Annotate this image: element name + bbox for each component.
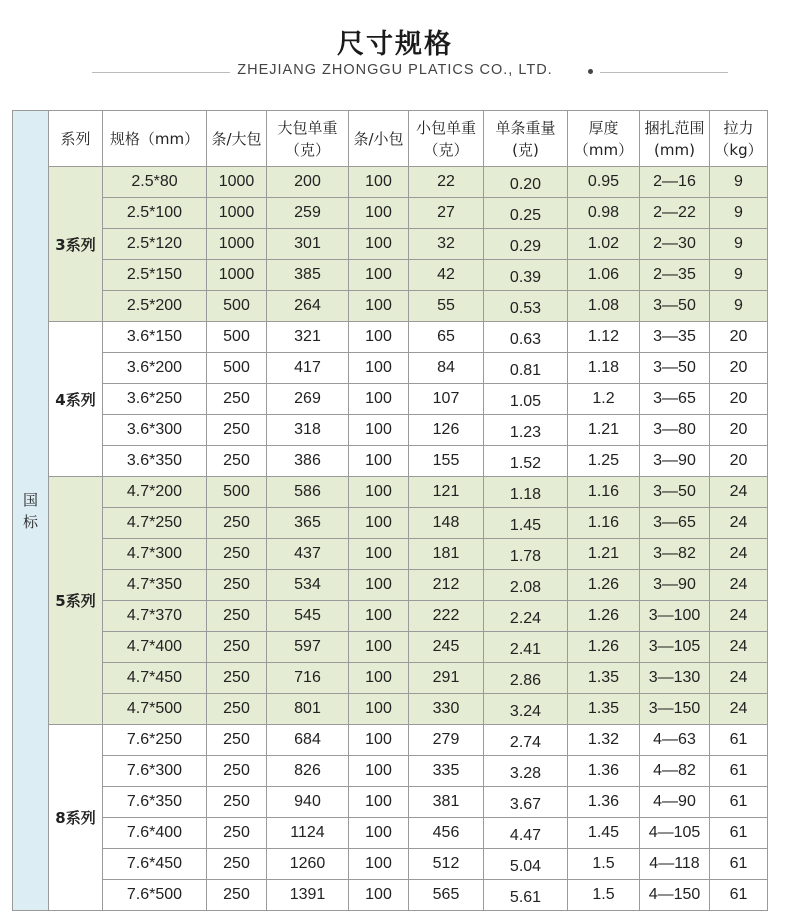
table-cell: 181 bbox=[409, 539, 484, 570]
table-cell: 4.7*400 bbox=[103, 632, 207, 663]
table-cell: 100 bbox=[349, 725, 409, 756]
table-row bbox=[13, 353, 768, 384]
table-cell: 9 bbox=[710, 198, 768, 229]
table-cell: 4.7*450 bbox=[103, 663, 207, 694]
table-cell: 534 bbox=[267, 570, 349, 601]
table-row bbox=[13, 818, 768, 849]
table-cell: 0.20 bbox=[484, 167, 568, 198]
table-cell: 4—150 bbox=[640, 880, 710, 911]
table-cell: 100 bbox=[349, 198, 409, 229]
table-cell: 250 bbox=[207, 725, 267, 756]
table-cell: 121 bbox=[409, 477, 484, 508]
table-cell: 250 bbox=[207, 849, 267, 880]
table-cell: 27 bbox=[409, 198, 484, 229]
table-cell: 2.41 bbox=[484, 632, 568, 663]
table-cell: 9 bbox=[710, 229, 768, 260]
table-cell: 100 bbox=[349, 477, 409, 508]
table-cell: 32 bbox=[409, 229, 484, 260]
table-cell: 61 bbox=[710, 787, 768, 818]
table-cell: 2—16 bbox=[640, 167, 710, 198]
table-cell: 24 bbox=[710, 477, 768, 508]
table-cell: 2.24 bbox=[484, 601, 568, 632]
table-cell: 24 bbox=[710, 539, 768, 570]
table-cell: 4.7*200 bbox=[103, 477, 207, 508]
table-cell: 24 bbox=[710, 570, 768, 601]
table-cell: 5.61 bbox=[484, 880, 568, 911]
table-cell: 1.35 bbox=[568, 694, 640, 725]
table-cell: 84 bbox=[409, 353, 484, 384]
table-row bbox=[13, 694, 768, 725]
table-cell: 5.04 bbox=[484, 849, 568, 880]
table-cell: 500 bbox=[207, 291, 267, 322]
table-row bbox=[13, 787, 768, 818]
table-cell: 100 bbox=[349, 291, 409, 322]
table-row bbox=[13, 725, 768, 756]
table-cell: 1124 bbox=[267, 818, 349, 849]
table-cell: 4.7*250 bbox=[103, 508, 207, 539]
table-cell: 250 bbox=[207, 756, 267, 787]
table-cell: 1.06 bbox=[568, 260, 640, 291]
table-cell: 2.5*150 bbox=[103, 260, 207, 291]
table-cell: 100 bbox=[349, 446, 409, 477]
table-cell: 250 bbox=[207, 539, 267, 570]
table-cell: 1.26 bbox=[568, 632, 640, 663]
table-cell: 3—50 bbox=[640, 291, 710, 322]
table-cell: 565 bbox=[409, 880, 484, 911]
table-cell: 7.6*250 bbox=[103, 725, 207, 756]
table-cell: 250 bbox=[207, 570, 267, 601]
table-cell: 264 bbox=[267, 291, 349, 322]
table-cell: 24 bbox=[710, 508, 768, 539]
table-cell: 3—150 bbox=[640, 694, 710, 725]
table-cell: 1.18 bbox=[568, 353, 640, 384]
table-cell: 335 bbox=[409, 756, 484, 787]
table-row bbox=[13, 384, 768, 415]
table-cell: 1.26 bbox=[568, 570, 640, 601]
table-row bbox=[13, 322, 768, 353]
table-cell: 1.45 bbox=[484, 508, 568, 539]
table-cell: 148 bbox=[409, 508, 484, 539]
table-cell: 3.6*350 bbox=[103, 446, 207, 477]
table-cell: 250 bbox=[207, 415, 267, 446]
table-cell: 279 bbox=[409, 725, 484, 756]
table-cell: 301 bbox=[267, 229, 349, 260]
table-cell: 1.26 bbox=[568, 601, 640, 632]
table-cell: 61 bbox=[710, 725, 768, 756]
table-cell: 940 bbox=[267, 787, 349, 818]
table-cell: 55 bbox=[409, 291, 484, 322]
table-cell: 330 bbox=[409, 694, 484, 725]
table-cell: 1000 bbox=[207, 167, 267, 198]
table-cell: 3—82 bbox=[640, 539, 710, 570]
table-cell: 545 bbox=[267, 601, 349, 632]
table-row bbox=[13, 167, 768, 198]
series-label: 5系列 bbox=[49, 477, 103, 725]
table-cell: 2.5*100 bbox=[103, 198, 207, 229]
table-cell: 3—50 bbox=[640, 353, 710, 384]
bullet-dot bbox=[588, 69, 593, 74]
table-cell: 1000 bbox=[207, 229, 267, 260]
table-cell: 437 bbox=[267, 539, 349, 570]
table-cell: 100 bbox=[349, 601, 409, 632]
table-cell: 3.6*200 bbox=[103, 353, 207, 384]
table-cell: 1.08 bbox=[568, 291, 640, 322]
table-row bbox=[13, 663, 768, 694]
table-cell: 3.28 bbox=[484, 756, 568, 787]
table-cell: 4.7*500 bbox=[103, 694, 207, 725]
table-cell: 4—90 bbox=[640, 787, 710, 818]
table-cell: 259 bbox=[267, 198, 349, 229]
table-cell: 61 bbox=[710, 849, 768, 880]
column-header: 大包单重（克） bbox=[267, 111, 349, 167]
table-cell: 1.35 bbox=[568, 663, 640, 694]
table-cell: 4.47 bbox=[484, 818, 568, 849]
table-cell: 1.25 bbox=[568, 446, 640, 477]
table-row bbox=[13, 632, 768, 663]
table-cell: 100 bbox=[349, 849, 409, 880]
table-cell: 1.78 bbox=[484, 539, 568, 570]
table-cell: 2.5*200 bbox=[103, 291, 207, 322]
table-cell: 2.08 bbox=[484, 570, 568, 601]
table-cell: 3—100 bbox=[640, 601, 710, 632]
spec-table bbox=[12, 110, 768, 911]
table-cell: 4—63 bbox=[640, 725, 710, 756]
table-cell: 1260 bbox=[267, 849, 349, 880]
table-cell: 250 bbox=[207, 384, 267, 415]
series-label: 3系列 bbox=[49, 167, 103, 322]
table-cell: 3.67 bbox=[484, 787, 568, 818]
table-row bbox=[13, 539, 768, 570]
table-cell: 22 bbox=[409, 167, 484, 198]
table-cell: 597 bbox=[267, 632, 349, 663]
table-cell: 0.95 bbox=[568, 167, 640, 198]
table-cell: 107 bbox=[409, 384, 484, 415]
table-cell: 4.7*350 bbox=[103, 570, 207, 601]
table-cell: 3—65 bbox=[640, 508, 710, 539]
table-cell: 0.25 bbox=[484, 198, 568, 229]
table-cell: 826 bbox=[267, 756, 349, 787]
table-cell: 1.16 bbox=[568, 477, 640, 508]
table-cell: 250 bbox=[207, 663, 267, 694]
table-cell: 100 bbox=[349, 663, 409, 694]
table-cell: 9 bbox=[710, 291, 768, 322]
table-cell: 100 bbox=[349, 570, 409, 601]
series-label: 8系列 bbox=[49, 725, 103, 911]
table-cell: 269 bbox=[267, 384, 349, 415]
table-cell: 250 bbox=[207, 787, 267, 818]
table-cell: 386 bbox=[267, 446, 349, 477]
table-cell: 9 bbox=[710, 260, 768, 291]
table-cell: 3—80 bbox=[640, 415, 710, 446]
table-cell: 7.6*300 bbox=[103, 756, 207, 787]
table-cell: 250 bbox=[207, 601, 267, 632]
table-cell: 100 bbox=[349, 384, 409, 415]
table-row bbox=[13, 260, 768, 291]
table-cell: 1.23 bbox=[484, 415, 568, 446]
table-cell: 4—82 bbox=[640, 756, 710, 787]
table-cell: 250 bbox=[207, 632, 267, 663]
table-cell: 245 bbox=[409, 632, 484, 663]
table-cell: 24 bbox=[710, 663, 768, 694]
table-cell: 3—90 bbox=[640, 446, 710, 477]
table-cell: 4—118 bbox=[640, 849, 710, 880]
table-row bbox=[13, 415, 768, 446]
table-row bbox=[13, 446, 768, 477]
table-cell: 500 bbox=[207, 353, 267, 384]
table-cell: 2.5*80 bbox=[103, 167, 207, 198]
table-cell: 100 bbox=[349, 880, 409, 911]
table-cell: 100 bbox=[349, 818, 409, 849]
table-cell: 0.29 bbox=[484, 229, 568, 260]
column-header: 捆扎范围(mm) bbox=[640, 111, 710, 167]
standard-label bbox=[13, 111, 49, 911]
table-row bbox=[13, 508, 768, 539]
table-cell: 0.98 bbox=[568, 198, 640, 229]
table-cell: 20 bbox=[710, 322, 768, 353]
table-cell: 3—105 bbox=[640, 632, 710, 663]
table-cell: 20 bbox=[710, 415, 768, 446]
table-cell: 222 bbox=[409, 601, 484, 632]
table-cell: 456 bbox=[409, 818, 484, 849]
company-name: ZHEJIANG ZHONGGU PLATICS CO., LTD. bbox=[237, 62, 553, 78]
table-cell: 3—90 bbox=[640, 570, 710, 601]
table-cell: 0.39 bbox=[484, 260, 568, 291]
table-cell: 1.18 bbox=[484, 477, 568, 508]
table-cell: 291 bbox=[409, 663, 484, 694]
table-cell: 1000 bbox=[207, 198, 267, 229]
table-cell: 417 bbox=[267, 353, 349, 384]
table-cell: 250 bbox=[207, 446, 267, 477]
table-cell: 2—35 bbox=[640, 260, 710, 291]
table-cell: 1.52 bbox=[484, 446, 568, 477]
table-cell: 1.21 bbox=[568, 539, 640, 570]
table-cell: 2—30 bbox=[640, 229, 710, 260]
table-cell: 385 bbox=[267, 260, 349, 291]
table-cell: 7.6*500 bbox=[103, 880, 207, 911]
table-cell: 7.6*400 bbox=[103, 818, 207, 849]
table-cell: 321 bbox=[267, 322, 349, 353]
table-cell: 1.2 bbox=[568, 384, 640, 415]
table-cell: 4—105 bbox=[640, 818, 710, 849]
table-cell: 1391 bbox=[267, 880, 349, 911]
column-header: 规格（mm） bbox=[103, 111, 207, 167]
table-cell: 1000 bbox=[207, 260, 267, 291]
table-cell: 716 bbox=[267, 663, 349, 694]
table-cell: 100 bbox=[349, 322, 409, 353]
table-cell: 250 bbox=[207, 694, 267, 725]
table-cell: 4.7*300 bbox=[103, 539, 207, 570]
table-cell: 3.6*150 bbox=[103, 322, 207, 353]
subtitle-row bbox=[0, 62, 790, 82]
table-cell: 100 bbox=[349, 353, 409, 384]
table-cell: 684 bbox=[267, 725, 349, 756]
table-cell: 1.5 bbox=[568, 880, 640, 911]
table-cell: 100 bbox=[349, 787, 409, 818]
table-cell: 100 bbox=[349, 260, 409, 291]
table-cell: 586 bbox=[267, 477, 349, 508]
table-cell: 381 bbox=[409, 787, 484, 818]
table-cell: 100 bbox=[349, 694, 409, 725]
table-cell: 3.6*250 bbox=[103, 384, 207, 415]
table-cell: 2.74 bbox=[484, 725, 568, 756]
table-row bbox=[13, 291, 768, 322]
table-cell: 3—35 bbox=[640, 322, 710, 353]
table-cell: 2.86 bbox=[484, 663, 568, 694]
table-cell: 100 bbox=[349, 632, 409, 663]
table-cell: 100 bbox=[349, 508, 409, 539]
table-cell: 500 bbox=[207, 322, 267, 353]
table-cell: 1.45 bbox=[568, 818, 640, 849]
table-cell: 7.6*450 bbox=[103, 849, 207, 880]
table-cell: 24 bbox=[710, 601, 768, 632]
table-cell: 1.05 bbox=[484, 384, 568, 415]
table-row bbox=[13, 756, 768, 787]
table-cell: 3.6*300 bbox=[103, 415, 207, 446]
table-cell: 250 bbox=[207, 508, 267, 539]
table-cell: 126 bbox=[409, 415, 484, 446]
table-cell: 500 bbox=[207, 477, 267, 508]
table-cell: 3—65 bbox=[640, 384, 710, 415]
table-row bbox=[13, 229, 768, 260]
table-cell: 20 bbox=[710, 384, 768, 415]
table-cell: 61 bbox=[710, 756, 768, 787]
table-cell: 0.81 bbox=[484, 353, 568, 384]
table-cell: 1.36 bbox=[568, 756, 640, 787]
table-cell: 1.21 bbox=[568, 415, 640, 446]
column-header: 条/小包 bbox=[349, 111, 409, 167]
column-header: 系列 bbox=[49, 111, 103, 167]
table-cell: 0.53 bbox=[484, 291, 568, 322]
table-cell: 3—50 bbox=[640, 477, 710, 508]
table-cell: 24 bbox=[710, 694, 768, 725]
table-cell: 7.6*350 bbox=[103, 787, 207, 818]
table-cell: 3—130 bbox=[640, 663, 710, 694]
table-cell: 100 bbox=[349, 167, 409, 198]
table-cell: 801 bbox=[267, 694, 349, 725]
column-header: 拉力（kg） bbox=[710, 111, 768, 167]
table-cell: 1.16 bbox=[568, 508, 640, 539]
table-cell: 20 bbox=[710, 446, 768, 477]
table-cell: 250 bbox=[207, 818, 267, 849]
table-cell: 100 bbox=[349, 539, 409, 570]
table-cell: 250 bbox=[207, 880, 267, 911]
table-cell: 318 bbox=[267, 415, 349, 446]
table-cell: 1.12 bbox=[568, 322, 640, 353]
table-cell: 1.36 bbox=[568, 787, 640, 818]
table-cell: 61 bbox=[710, 880, 768, 911]
table-cell: 42 bbox=[409, 260, 484, 291]
table-cell: 61 bbox=[710, 818, 768, 849]
table-row bbox=[13, 849, 768, 880]
table-cell: 4.7*370 bbox=[103, 601, 207, 632]
table-cell: 2—22 bbox=[640, 198, 710, 229]
table-cell: 512 bbox=[409, 849, 484, 880]
table-row bbox=[13, 477, 768, 508]
table-cell: 365 bbox=[267, 508, 349, 539]
table-cell: 100 bbox=[349, 415, 409, 446]
table-cell: 20 bbox=[710, 353, 768, 384]
standard-label-text: 国标 bbox=[22, 490, 38, 531]
table-cell: 100 bbox=[349, 756, 409, 787]
table-cell: 100 bbox=[349, 229, 409, 260]
table-cell: 65 bbox=[409, 322, 484, 353]
table-cell: 1.32 bbox=[568, 725, 640, 756]
page-title: 尺寸规格 bbox=[337, 29, 453, 60]
table-cell: 1.02 bbox=[568, 229, 640, 260]
table-row bbox=[13, 880, 768, 911]
divider-right bbox=[600, 72, 728, 73]
table-cell: 155 bbox=[409, 446, 484, 477]
table-row bbox=[13, 570, 768, 601]
table-cell: 200 bbox=[267, 167, 349, 198]
table-cell: 2.5*120 bbox=[103, 229, 207, 260]
table-cell: 0.63 bbox=[484, 322, 568, 353]
table-cell: 1.5 bbox=[568, 849, 640, 880]
table-row bbox=[13, 601, 768, 632]
column-header: 小包单重（克） bbox=[409, 111, 484, 167]
column-header: 厚度（mm） bbox=[568, 111, 640, 167]
column-header: 条/大包 bbox=[207, 111, 267, 167]
table-header-row bbox=[13, 111, 768, 167]
table-cell: 24 bbox=[710, 632, 768, 663]
table-cell: 9 bbox=[710, 167, 768, 198]
table-cell: 212 bbox=[409, 570, 484, 601]
table-row bbox=[13, 198, 768, 229]
table-cell: 3.24 bbox=[484, 694, 568, 725]
series-label: 4系列 bbox=[49, 322, 103, 477]
column-header: 单条重量(克) bbox=[484, 111, 568, 167]
